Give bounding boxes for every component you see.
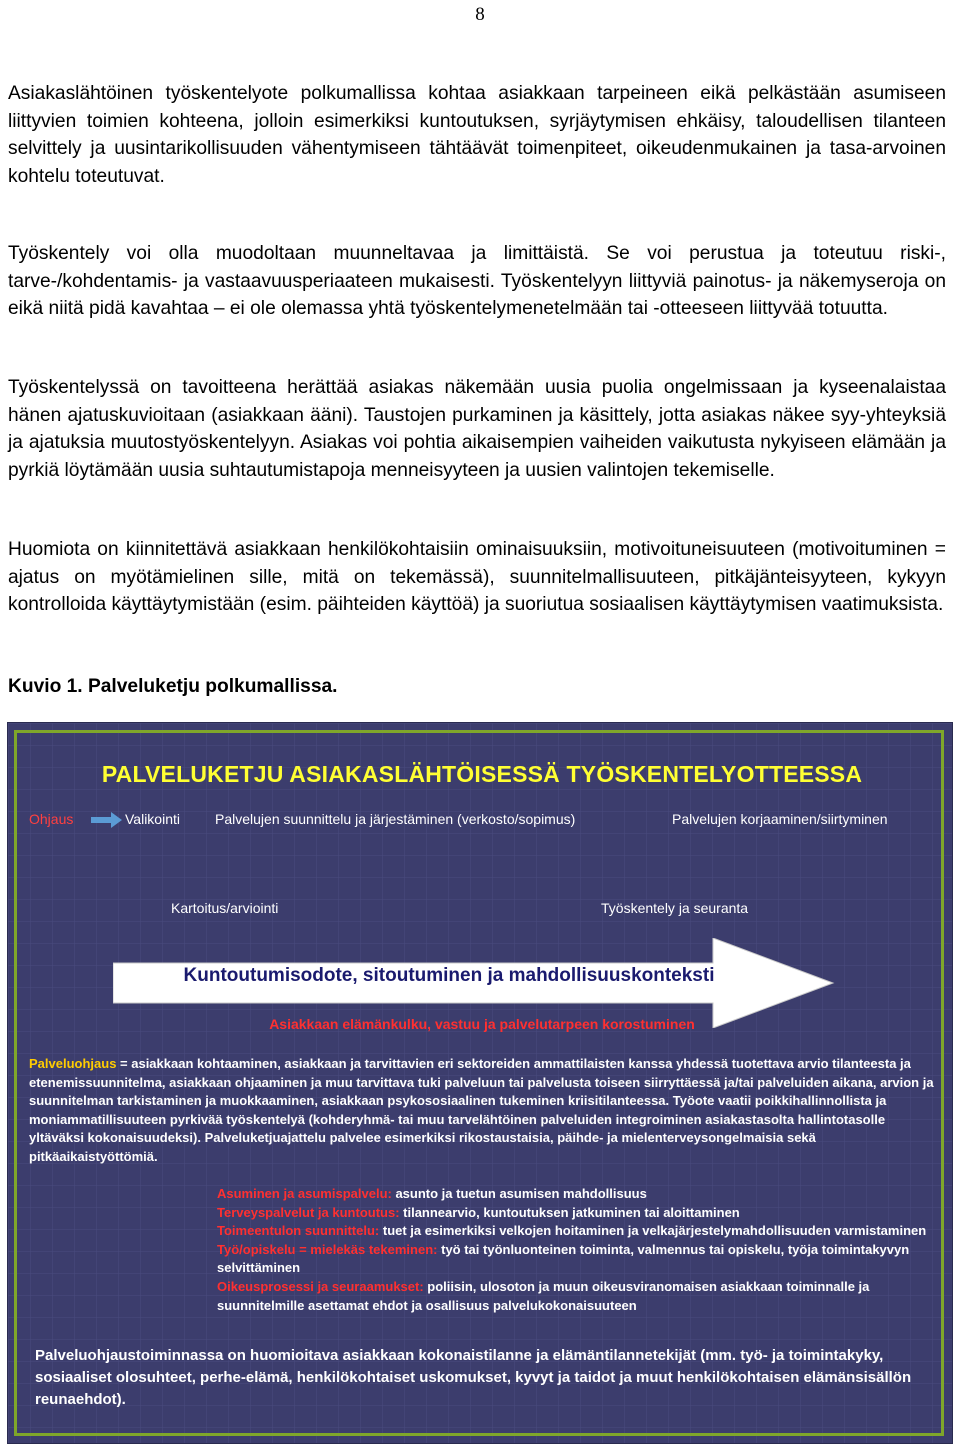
service-text: tuet ja esimerkiksi velkojen hoitaminen ja velkajärjestelymahdollisuuden varmistaminen [379, 1223, 927, 1239]
paragraph-2: Työskentely voi olla muodoltaan muunneltavaa ja limittäistä. Se voi perustua ja toteutuu riski-, tarve-/kohdentamis- ja vastaavuusperiaateen mukaisesti. Työskentelyyn liittyviä painotus- ja näkemyseroja on eikä niitä pidä kavahtaa – ei ole olemassa yhtä työskentelymenetelmään tai -otteeseen liittyvää totuutta. [8, 243, 946, 319]
page-number: 8 [475, 4, 485, 25]
step-ohjaus: Ohjaus [29, 811, 74, 827]
palveluohjaus-definition [29, 1055, 934, 1167]
service-item [217, 1222, 937, 1241]
service-term: Työ/opiskelu = mielekäs tekeminen: [217, 1241, 438, 1257]
paragraph-1: Asiakaslähtöinen työskentelyote polkumallissa kohtaa asiakkaan tarpeineen eikä pelkästään asumiseen liittyvien toimien kohteena, jolloin esimerkiksi kuntoutuksen, syrjäytymisen ehkäisy, taloudellisen tilanteen selvittely ja uusintarikollisuuden vähentymiseen tähtäävät toimenpiteet, oikeudenmukainen ja tasa-arvoinen kohtelu toteutuvat. [8, 83, 946, 187]
service-item [217, 1204, 937, 1223]
paragraph-4: Huomiota on kiinnitettävä asiakkaan henkilökohtaisiin ominaisuuksiin, motivoituneisuuteen (motivoituminen = ajatus on myötämielinen sille, mitä on tekemässä), suunnitelmallisuuteen, pitkäjänteisyyteen, kykyyn kontrolloida käyttäytymistään (esim. päihteiden käyttöä) ja suoriutua sosiaalisen käyttäytymisen vaatimuksista. [8, 539, 946, 615]
service-text: työ tai työnluonteinen toiminta, valmennus tai opiskelu, työja toimintakyvyn selvittäminen [217, 1241, 910, 1276]
paragraph-3: Työskentelyssä on tavoitteena herättää asiakas näkemään uusia puolia ongelmissaan ja kyseenalaistaa hänen ajatuskuvioitaan (asiakkaan ääni). Taustojen purkaminen ja käsittely, jotta asiakas näkee syy-yhteyksiä ja ajatuksia muutostyöskentelyyn. Asiakas voi pohtia aikaisempien vaiheiden vaikutusta nykyiseen elämään ja pyrkiä löytämään uusia suhtautumistapoja menneisyyteen ja uusien valintojen tekemiselle. [8, 377, 946, 481]
service-term: Terveyspalvelut ja kuntoutus: [217, 1204, 400, 1220]
service-item [217, 1241, 937, 1278]
bottom-text: Palveluohjaustoiminnassa on huomioitava asiakkaan kokonaistilanne ja elämäntilannetekijät (mm. työ- ja toimintakyky, sosiaaliset olosuhteet, perhe-elämä, henkilökohtaiset uskomukset, kyvyt ja taidot ja muut henkilökohtaisen elämänsisällön reunaehdot). [35, 1347, 912, 1408]
arrow-text: Kuntoutumisodote, sitoutuminen ja mahdollisuuskonteksti [183, 965, 715, 986]
step-valikointi: Valikointi [125, 811, 180, 827]
figure-title: PALVELUKETJU ASIAKASLÄHTÖISESSÄ TYÖSKENTELYOTTEESSA [101, 761, 863, 787]
service-item [217, 1185, 937, 1204]
label-kartoitus: Kartoitus/arviointi [171, 900, 279, 916]
palveluohjaus-body: = asiakkaan kohtaaminen, asiakkaan ja tarvittavien eri sektoreiden ammattilaisten kanssa yhdessä tuotettava arvio tilanteesta ja etenemissuunnitelma, asiakkaan ohjaaminen ja muu tarvittava tuki palveluun tai palvelusta toiseen siirryttäessä ja/tai palveluiden aikana, arvion ja suunnitelman tarkistaminen ja muokkaaminen, asiakkaan psykososiaalinen tukeminen kriisitilanteessa. Työote vaatii poikkihallinnollista ja moniammatillisuuteen pyrkivää työskentelyä (kohderyhmä- tai muu tarvelähtöinen palveluiden integroiminen asiakastasolta hallintotasolle yltäväksi kokonaisuudeksi). Palveluketjuajattelu palvelee esimerkiksi rikostaustaisia, päihde- ja mielenterveysongelmaisia sekä pitkäaikaistyöttömiä. [29, 1056, 934, 1164]
service-term: Asuminen ja asumispalvelu: [217, 1186, 392, 1201]
service-text: poliisin, ulosoton ja muun oikeusviranomaisen asiakkaan toiminnalle ja suunnitelmille asettamat ehdot ja osallisuus palvelukokonaisuuteen [217, 1278, 870, 1313]
service-text: asunto ja tuetun asumisen mahdollisuus [391, 1186, 647, 1201]
arrow-right-icon [91, 812, 123, 828]
red-subtitle: Asiakkaan elämänkulku, vastuu ja palvelutarpeen korostuminen [269, 1016, 695, 1032]
step-suunnittelu: Palvelujen suunnittelu ja järjestäminen (verkosto/sopimus) [215, 811, 576, 827]
label-tyoskentely: Työskentely ja seuranta [601, 900, 749, 916]
service-term: Oikeusprosessi ja seuraamukset: [217, 1278, 424, 1294]
service-chain-figure [7, 722, 953, 1444]
step-korjaaminen: Palvelujen korjaaminen/siirtyminen [672, 811, 888, 827]
service-item [217, 1278, 937, 1315]
service-term: Toimeentulon suunnittelu: [217, 1223, 380, 1239]
figure-caption: Kuvio 1. Palveluketju polkumallissa. [8, 676, 338, 697]
services-list [217, 1185, 937, 1315]
figure-frame [14, 730, 944, 1436]
palveluohjaus-term: Palveluohjaus [29, 1056, 117, 1071]
service-text: tilannearvio, kuntoutuksen jatkuminen tai aloittaminen [399, 1204, 740, 1220]
